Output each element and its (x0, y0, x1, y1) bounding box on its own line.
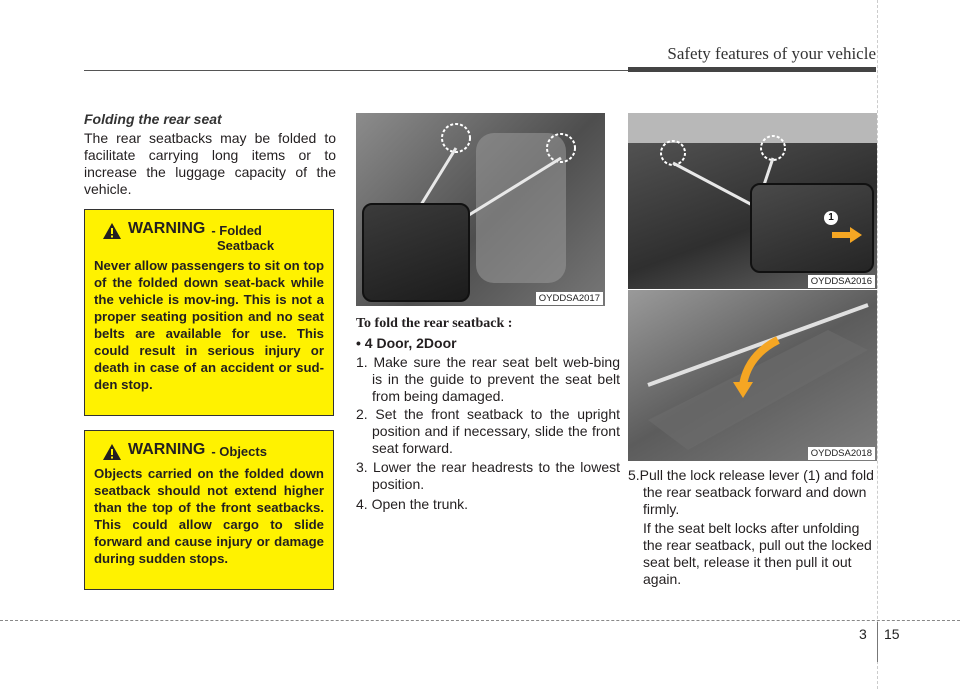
procedure-title: To fold the rear seatback : (356, 316, 513, 331)
chapter-number: 3 (859, 626, 867, 642)
seatback-illustration (628, 290, 877, 461)
page-number: 15 (884, 626, 900, 642)
warning-body: Never allow passengers to sit on top of the folded down seat-back while the vehicle is mov-ing. This is not a proper seating position and no seat belts are available for use. This could result in serious injury or death in case of an accident or sud-den stop. (94, 258, 324, 392)
procedure-step-4: 4. Open the trunk. (356, 496, 469, 512)
procedure-step-3: 3. Lower the rear headrests to the lowest position. (356, 459, 620, 492)
photo-code: OYDDSA2016 (808, 275, 875, 288)
procedure-variant: • 4 Door, 2Door (356, 335, 457, 351)
procedure-step-2: 2. Set the front seatback to the upright position and if necessary, slide the front seat forward. (356, 406, 620, 456)
page-trim-line (877, 0, 878, 689)
warning-subject-line2: Seatback (217, 238, 275, 253)
rear-seat-belt-guide-photo (356, 113, 605, 306)
intro-paragraph: The rear seatbacks may be folded to facilitate carrying long items or to increase the luggage capacity of the vehicle. (84, 130, 336, 197)
warning-triangle-icon (102, 443, 122, 461)
running-header: Safety features of your vehicle (667, 44, 876, 63)
warning-body: Objects carried on the folded down seatback should not extend higher than the top of the front seatbacks. This could allow cargo to slide forward and cause injury or damage during sudden stops. (94, 466, 324, 566)
warning-box-objects (84, 430, 334, 590)
arrow-icon (832, 227, 862, 243)
footer-rule (0, 620, 960, 621)
header-rule-accent (628, 67, 876, 72)
photo-code: OYDDSA2018 (808, 447, 875, 460)
warning-subject: - Folded (211, 223, 262, 238)
warning-label: WARNING (128, 441, 206, 458)
procedure-step-5-note: If the seat belt locks after unfolding the rear seatback, pull out the locked seat belt, release it then pull it out again. (643, 520, 872, 587)
photo-code: OYDDSA2017 (536, 292, 603, 305)
warning-label: WARNING (128, 220, 206, 237)
procedure-step-5: 5.Pull the lock release lever (1) and fold the rear seatback forward and down firmly. (628, 467, 874, 517)
folded-seatback-photo (628, 290, 877, 461)
lock-lever-inset (750, 183, 874, 273)
procedure-step-1: 1. Make sure the rear seat belt web-bing is in the guide to prevent the seat belt from being damaged. (356, 354, 620, 404)
trunk-lock-lever-photo (628, 113, 877, 289)
section-title: Folding the rear seat (84, 111, 222, 127)
warning-subject: - Objects (211, 444, 267, 459)
callout-number: 1 (824, 211, 838, 225)
warning-triangle-icon (102, 222, 122, 240)
seat-belt-guide-inset (362, 203, 470, 302)
warning-box-folded-seatback (84, 209, 334, 416)
page-number-separator (877, 622, 878, 662)
